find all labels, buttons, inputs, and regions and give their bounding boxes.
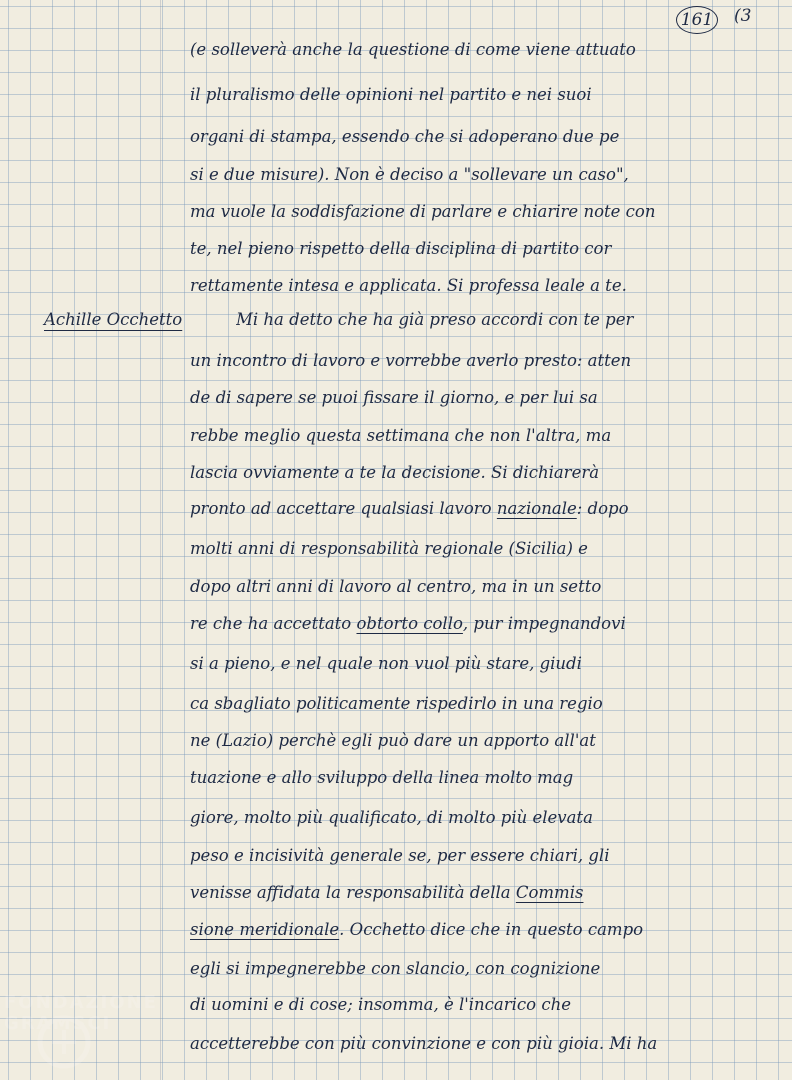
manuscript-line: dopo altri anni di lavoro al centro, ma in un setto — [190, 577, 602, 596]
page-number: 161 — [676, 6, 718, 34]
manuscript-line: molti anni di responsabilità regionale (Sicilia) e — [190, 539, 588, 558]
manuscript-line: si e due misure). Non è deciso a "sollevare un caso", — [190, 165, 629, 184]
manuscript-text: : dopo — [576, 499, 629, 518]
manuscript-line — [190, 912, 780, 948]
manuscript-line — [190, 606, 780, 642]
manuscript-line: (e solleverà anche la questione di come viene attuato — [190, 40, 636, 59]
manuscript-line: accetterebbe con più convinzione e con più gioia. Mi ha — [190, 1034, 658, 1053]
manuscript-line: il pluralismo delle opinioni nel partito e nei suoi — [190, 85, 592, 104]
underlined-phrase: obtorto collo — [356, 614, 463, 633]
margin-line — [160, 0, 161, 1080]
manuscript-line — [190, 875, 780, 911]
manuscript-line: organi di stampa, essendo che si adoperano due pe — [190, 127, 620, 146]
manuscript-line: te, nel pieno rispetto della disciplina di partito cor — [190, 239, 612, 258]
manuscript-line: Mi ha detto che ha già preso accordi con te per — [236, 310, 634, 329]
manuscript-line: rettamente intesa e applicata. Si professa leale a te. — [190, 276, 627, 295]
underlined-phrase: Commis — [515, 883, 584, 902]
manuscript-line: rebbe meglio questa settimana che non l'altra, ma — [190, 426, 612, 445]
underlined-phrase: sione meridionale — [190, 920, 340, 939]
manuscript-text: . Occhetto dice che in questo campo — [339, 920, 644, 939]
manuscript-line: egli si impegnerebbe con slancio, con cognizione — [190, 959, 601, 978]
manuscript-line: di uomini e di cose; insomma, è l'incarico che — [190, 995, 571, 1014]
watermark-text: FONDAZIONE GRAMSCI — [4, 992, 158, 1034]
underlined-word: nazionale — [496, 499, 577, 518]
manuscript-line: ne (Lazio) perchè egli può dare un apporto all'at — [190, 731, 596, 750]
manuscript-text: venisse affidata la responsabilità della — [190, 883, 511, 902]
manuscript-text: pronto ad accettare qualsiasi lavoro — [190, 499, 492, 518]
manuscript-line: de di sapere se puoi fissare il giorno, e per lui sa — [190, 388, 598, 407]
manuscript-line: peso e incisività generale se, per essere chiari, gli — [190, 846, 610, 865]
speaker-name: Achille Occhetto — [44, 310, 183, 329]
manuscript-line: lascia ovviamente a te la decisione. Si dichiarerà — [190, 463, 600, 482]
manuscript-line: si a pieno, e nel quale non vuol più stare, giudi — [190, 654, 582, 673]
manuscript-text: , pur impegnandovi — [462, 614, 626, 633]
manuscript-line: ma vuole la soddisfazione di parlare e chiarire note con — [190, 202, 656, 221]
page-number-extra: (3 — [734, 6, 752, 26]
manuscript-line: un incontro di lavoro e vorrebbe averlo presto: atten — [190, 351, 632, 370]
manuscript-line: ca sbagliato politicamente rispedirlo in una regio — [190, 694, 603, 713]
archive-watermark — [4, 990, 204, 1070]
manuscript-line — [190, 491, 780, 527]
manuscript-text: re che ha accettato — [190, 614, 352, 633]
manuscript-line: tuazione e allo sviluppo della linea molto mag — [190, 768, 574, 787]
manuscript-line: giore, molto più qualificato, di molto più elevata — [190, 808, 593, 827]
